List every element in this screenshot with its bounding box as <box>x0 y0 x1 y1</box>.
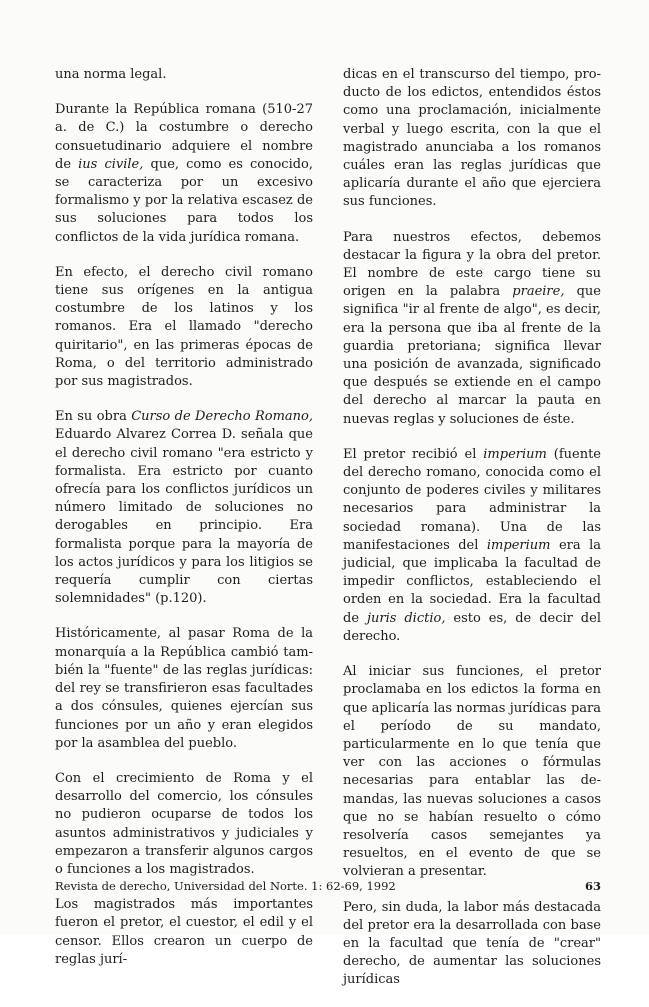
book-title: Curso de Derecho Romano, <box>131 409 313 425</box>
paragraph: En su obra Curso de Derecho Romano, Eduardo Alvarez Correa D. señala que el derecho civil romano "era estricto y formalista. Era estricto por cuanto ofrecía para los conflictos jurídicos un número limitado de soluciones no derogables en principio. Era formalista porque para la mayoría de los actos jurídicos y para los litigios se requería cumplir con ciertas solemnidades" (p.120). <box>55 409 313 607</box>
italic-term: ius civile, <box>78 156 144 172</box>
paragraph: Históricamente, al pasar Roma de la monarquía a la República cambió también la "fuente" de las reglas jurídicas: del rey se transfirieron esas facultades a dos cónsules, quienes ejercían sus funciones por un año y eran elegidos por la asamblea del pueblo. <box>55 626 313 751</box>
italic-term: imperium <box>486 537 551 553</box>
paragraph: Los magistrados más importantes fueron el pretor, el cuestor, el edil y el censor. Ellos crearon un cuerpo de reglas jurí- <box>55 897 313 967</box>
paragraph: Al iniciar sus funciones, el pretor proclamaba en los edictos la forma en que aplicaría las normas jurídicas para el período de su mandato, particularmente en lo que tenía que ver con las acciones o fórmulas necesarias para entablar las demandas, las nuevas soluciones a casos que no se habían resuelto o cómo resolvería casos semejantes ya resueltos, en el evento de que se volvieran a presentar. <box>343 664 601 880</box>
paragraph: dicas en el transcurso del tiempo, producto de los edictos, entendidos éstos como una proclamación, inicialmente verbal y luego escrita, con la que el magistrado anunciaba a los romanos cuáles eran las reglas jurídicas que aplicaría durante el año que ejerciera sus funciones. <box>343 67 601 210</box>
paragraph: Durante la República romana (510-27 a. de C.) la costumbre o derecho consuetudinario adquiere el nombre de ius civile, que, como es conocido, se caracteriza por un excesivo formalismo y por la relativa escasez de sus soluciones para todos los conflictos de la vida jurídica romana. <box>55 102 314 245</box>
paragraph: Con el crecimiento de Roma y el desarrollo del comercio, los cónsules no pudieron ocuparse de todos los asuntos administrativos y judiciales y empezaron a transferir algunos cargos o funciones a los magistrados. <box>55 770 313 877</box>
paragraph: una norma legal. <box>55 67 167 82</box>
italic-term: juris dictio, <box>366 610 446 626</box>
paragraph: Para nuestros efectos, debemos destacar la figura y la obra del pretor. El nombre de este cargo tiene su origen en la palabra praeire, que significa "ir al frente de algo", es decir, era la persona que iba al frente de la guardia pretoriana; significa llevar una posición de avanzada, significado que después se extiende en el campo del derecho al marcar la pauta en nuevas reglas y soluciones de éste. <box>343 229 601 427</box>
right-column <box>343 66 601 1007</box>
italic-term: praeire, <box>512 284 565 300</box>
page-number: 63 <box>584 879 601 893</box>
italic-term: imperium <box>483 446 547 462</box>
paragraph: Pero, sin duda, la labor más destacada del pretor era la desarrollada con base en la facultad que tenía de "crear" derecho, de aumentar las soluciones jurídicas <box>343 899 601 988</box>
paragraph: El pretor recibió el imperium (fuente del derecho romano, conocida como el conjunto de poderes civiles y militares necesarios para administrar la sociedad romana). Una de las manifestaciones del imperium era la judicial, que implicaba la facultad de impedir conflictos, estableciendo el orden en la sociedad. Era la facultad de juris dictio, esto es, de decir del derecho. <box>343 446 601 644</box>
paragraph: En efecto, el derecho civil romano tiene sus orígenes en la antigua costumbre de los latinos y los romanos. Era el llamado "derecho quiritario", en las primeras épocas de Roma, o del territorio administrado por sus magistrados. <box>55 264 313 390</box>
journal-citation: Revista de derecho, Universidad del Norte. 1: 62-69, 1992 <box>55 879 396 893</box>
left-column <box>55 66 313 986</box>
